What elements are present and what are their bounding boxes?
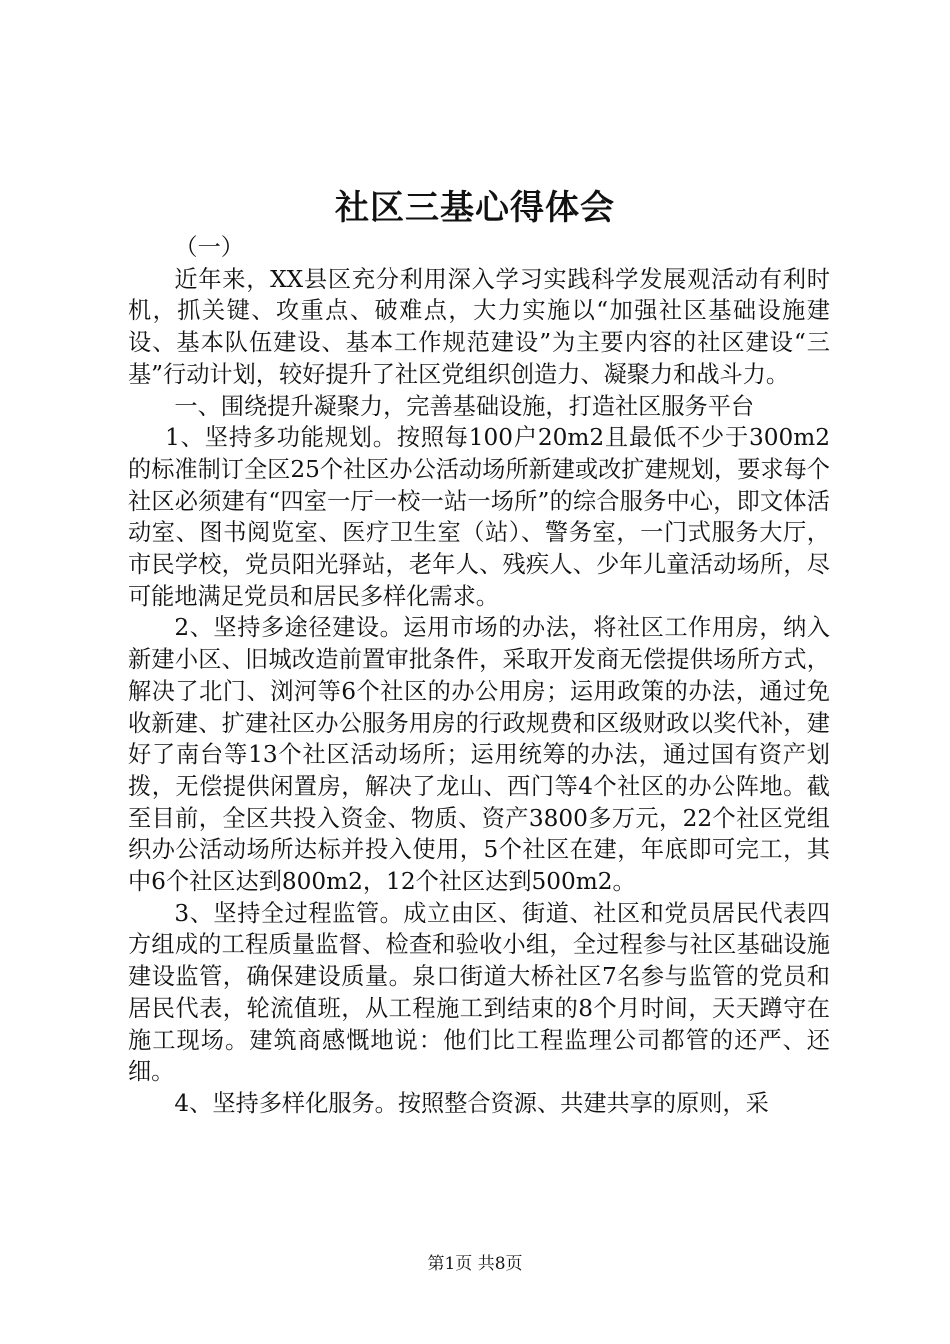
paragraph-item-2: 2、坚持多途径建设。运用市场的办法，将社区工作用房，纳入新建小区、旧城改造前置审批条件，采取开发商无偿提供场所方式，解决了北门、浏河等6个社区的办公用房；运用政策的办法，通过免收新建、扩建社区办公服务用房的行政规费和区级财政以奖代补，建好了南台等13个社区活动场所；运用统筹的办法，通过国有资产划拨，无偿提供闲置房，解决了龙山、西门等4个社区的办公阵地。截至目前，全区共投入资金、物质、资产3800多万元，22个社区党组织办公活动场所达标并投入使用，5个社区在建，年底即可完工，其中6个社区达到800m2，12个社区达到500m2。 xyxy=(128,614,830,896)
document-body xyxy=(128,232,830,1120)
document-title: 社区三基心得体会 xyxy=(335,188,615,228)
paragraph-item-4: 4、坚持多样化服务。按照整合资源、共建共享的原则，采 xyxy=(174,1089,769,1117)
paragraph-intro: 近年来，XX县区充分利用深入学习实践科学发展观活动有利时机，抓关键、攻重点、破难点，大力实施以“加强社区基础设施建设、基本队伍建设、基本工作规范建设”为主要内容的社区建设“三基”行动计划，较好提升了社区党组织创造力、凝聚力和战斗力。 xyxy=(128,265,830,388)
section-heading: 一、围绕提升凝聚力，完善基础设施，打造社区服务平台 xyxy=(174,392,755,420)
paragraph-item-1: 1、坚持多功能规划。按照每100户20m2且最低不少于300m2的标准制订全区25个社区办公活动场所新建或改扩建规划，要求每个社区必须建有“四室一厅一校一站一场所”的综合服务中心，即文体活动室、图书阅览室、医疗卫生室（站）、警务室，一门式服务大厅，市民学校，党员阳光驿站，老年人、残疾人、少年儿童活动场所，尽可能地满足党员和居民多样化需求。 xyxy=(128,424,830,610)
section-marker: （一） xyxy=(174,234,244,261)
page-footer: 第1页 共8页 xyxy=(427,1254,523,1274)
paragraph-item-3: 3、坚持全过程监管。成立由区、街道、社区和党员居民代表四方组成的工程质量监督、检查和验收小组，全过程参与社区基础设施建设监管，确保建设质量。泉口街道大桥社区7名参与监管的党员和居民代表，轮流值班，从工程施工到结束的8个月时间，天天蹲守在施工现场。建筑商感慨地说：他们比工程监理公司都管的还严、还细。 xyxy=(128,899,830,1086)
